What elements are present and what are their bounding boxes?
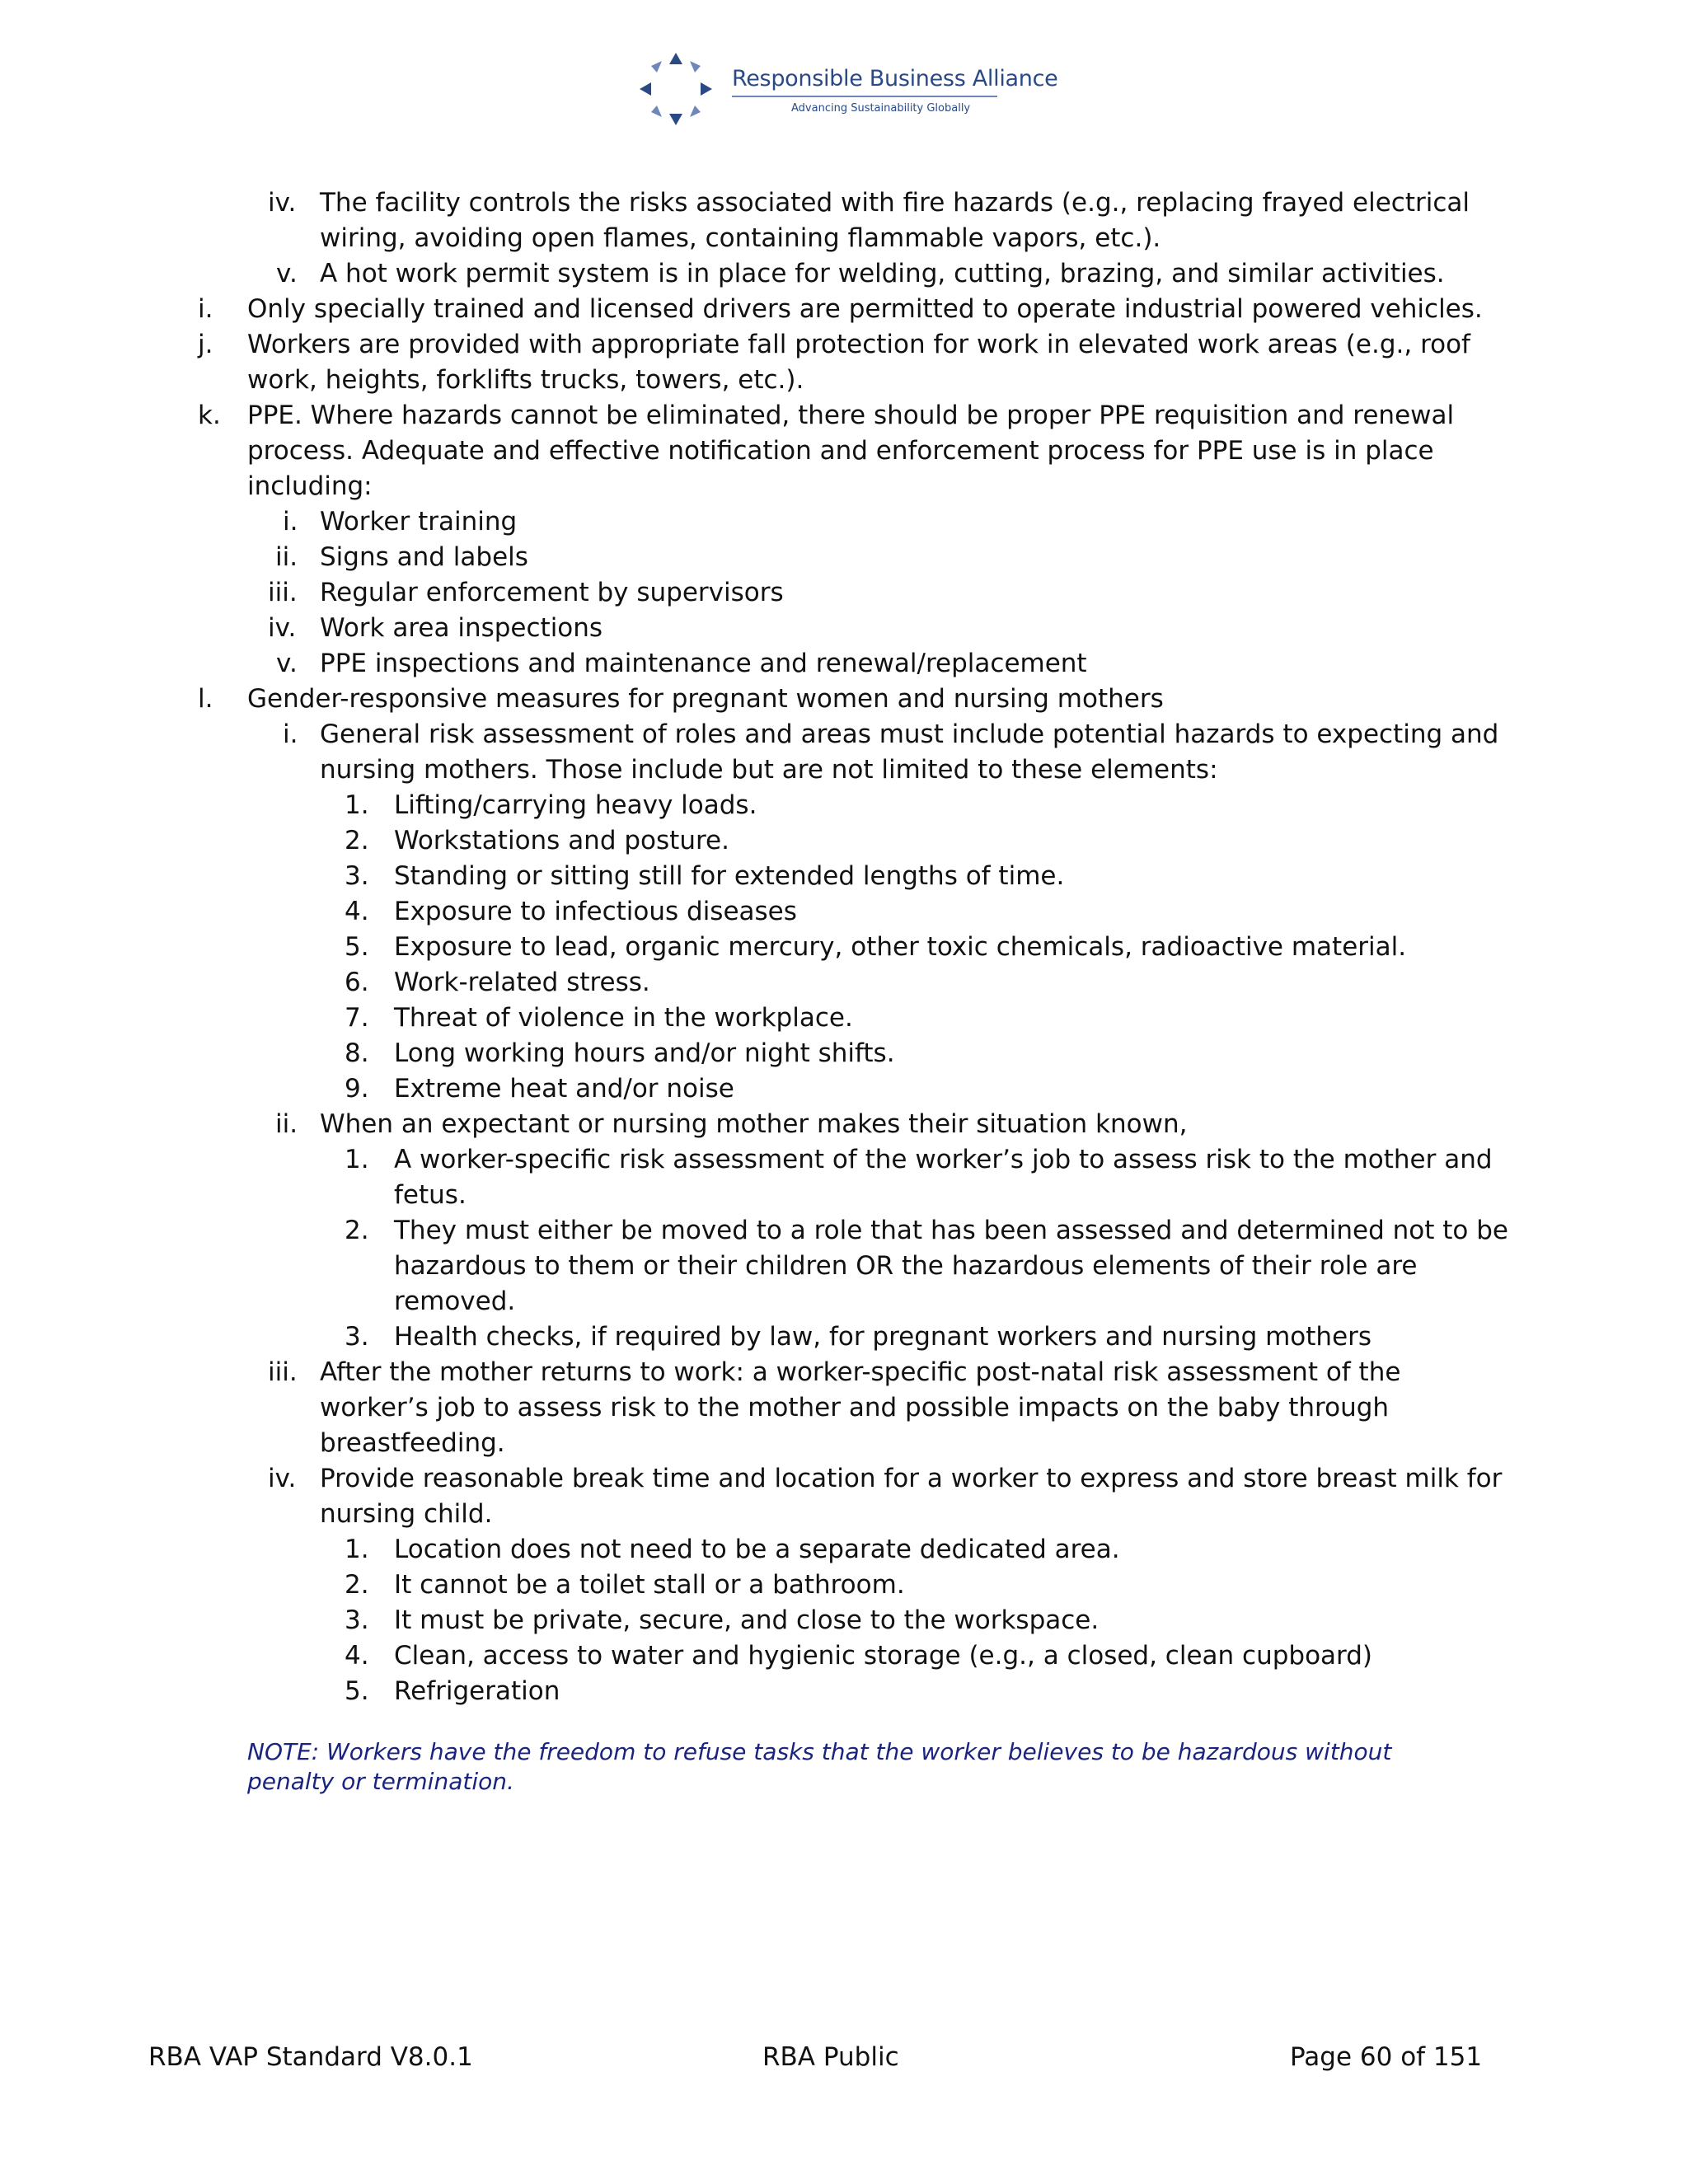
list-item-text: Provide reasonable break time and location for a worker to express and store breast milk for	[320, 1464, 1503, 1493]
list-item-text: A hot work permit system is in place for welding, cutting, brazing, and similar activities.	[320, 259, 1445, 288]
list-marker: 4.	[345, 897, 369, 926]
list-item-text: Location does not need to be a separate dedicated area.	[394, 1535, 1120, 1564]
list-marker: 4.	[345, 1641, 369, 1671]
list-item-text: PPE. Where hazards cannot be eliminated, there should be proper PPE requisition and renewal	[247, 401, 1455, 430]
list-item-text: process. Adequate and effective notification and enforcement process for PPE use is in place	[247, 436, 1434, 466]
list-item-text: including:	[247, 471, 373, 501]
list-item-text: After the mother returns to work: a worker-specific post-natal risk assessment of the	[320, 1357, 1401, 1387]
footer-document-id: RBA VAP Standard V8.0.1	[148, 2042, 473, 2072]
list-marker: 3.	[345, 1322, 369, 1352]
list-item-text: Exposure to infectious diseases	[394, 897, 797, 926]
list-item-text: It cannot be a toilet stall or a bathroom.	[394, 1570, 905, 1600]
list-marker: iv.	[268, 1464, 297, 1493]
list-item-text: Workstations and posture.	[394, 826, 729, 855]
list-item-text: Threat of violence in the workplace.	[394, 1003, 853, 1033]
list-marker: iv.	[268, 613, 297, 643]
list-item-text: Worker training	[320, 507, 518, 537]
list-marker: v.	[276, 259, 298, 288]
footer-page-number: Page 60 of 151	[1290, 2042, 1483, 2072]
list-marker: k.	[198, 401, 221, 430]
list-marker: 7.	[345, 1003, 369, 1033]
list-item-text: hazardous to them or their children OR the hazardous elements of their role are	[394, 1251, 1418, 1281]
list-marker: ii.	[275, 1109, 298, 1139]
list-item-text: Clean, access to water and hygienic storage (e.g., a closed, clean cupboard)	[394, 1641, 1373, 1671]
list-marker: i.	[283, 507, 298, 537]
list-item-text: Workers are provided with appropriate fall protection for work in elevated work areas (e.g., roof	[247, 330, 1470, 359]
rba-compass-icon	[635, 48, 717, 130]
list-marker: 8.	[345, 1038, 369, 1068]
list-marker: 6.	[345, 968, 369, 997]
list-marker: 3.	[345, 861, 369, 891]
list-item-text: Long working hours and/or night shifts.	[394, 1038, 895, 1068]
logo-divider	[732, 96, 997, 97]
list-item-text: Signs and labels	[320, 542, 528, 572]
logo-title: Responsible Business Alliance	[732, 66, 1058, 91]
list-marker: iii.	[268, 1357, 298, 1387]
list-marker: 2.	[345, 826, 369, 855]
list-marker: v.	[276, 649, 298, 678]
list-item-text: fetus.	[394, 1180, 467, 1210]
list-marker: 2.	[345, 1570, 369, 1600]
list-item-text: General risk assessment of roles and areas must include potential hazards to expecting and	[320, 719, 1499, 749]
list-marker: 2.	[345, 1216, 369, 1245]
list-item-text: nursing child.	[320, 1499, 493, 1529]
list-item-text: wiring, avoiding open flames, containing flammable vapors, etc.).	[320, 223, 1161, 253]
note-text: NOTE: Workers have the freedom to refuse tasks that the worker believes to be hazardous without penalty or termination.	[247, 1738, 1392, 1795]
footer-classification: RBA Public	[762, 2042, 899, 2072]
list-item-text: Only specially trained and licensed drivers are permitted to operate industrial powered vehicles.	[247, 294, 1483, 324]
list-item-text: removed.	[394, 1286, 516, 1316]
list-marker: 5.	[345, 1676, 369, 1706]
list-item-text: breastfeeding.	[320, 1428, 505, 1458]
list-item-text: worker’s job to assess risk to the mother and possible impacts on the baby through	[320, 1393, 1390, 1422]
list-item-text: Exposure to lead, organic mercury, other toxic chemicals, radioactive material.	[394, 932, 1407, 962]
list-marker: 1.	[345, 1145, 369, 1174]
list-marker: iv.	[268, 188, 297, 218]
list-marker: l.	[198, 684, 213, 714]
list-item-text: work, heights, forklifts trucks, towers, etc.).	[247, 365, 804, 395]
list-marker: 3.	[345, 1605, 369, 1635]
list-marker: iii.	[268, 578, 298, 607]
list-marker: 9.	[345, 1074, 369, 1104]
list-item-text: PPE inspections and maintenance and renewal/replacement	[320, 649, 1087, 678]
list-marker: ii.	[275, 542, 298, 572]
logo-tagline: Advancing Sustainability Globally	[791, 102, 971, 115]
list-marker: 1.	[345, 790, 369, 820]
list-marker: 5.	[345, 932, 369, 962]
list-item-text: Standing or sitting still for extended lengths of time.	[394, 861, 1065, 891]
list-item-text: It must be private, secure, and close to the workspace.	[394, 1605, 1100, 1635]
list-item-text: They must either be moved to a role that has been assessed and determined not to be	[394, 1216, 1508, 1245]
rba-logo	[635, 48, 1058, 130]
list-item-text: Refrigeration	[394, 1676, 560, 1706]
list-item-text: nursing mothers. Those include but are not limited to these elements:	[320, 755, 1218, 785]
list-item-text: A worker-specific risk assessment of the worker’s job to assess risk to the mother and	[394, 1145, 1493, 1174]
list-marker: 1.	[345, 1535, 369, 1564]
list-marker: i.	[283, 719, 298, 749]
list-item-text: Lifting/carrying heavy loads.	[394, 790, 757, 820]
list-marker: i.	[198, 294, 213, 324]
list-item-text: Work-related stress.	[394, 968, 650, 997]
list-item-text: Work area inspections	[320, 613, 603, 643]
list-item-text: Extreme heat and/or noise	[394, 1074, 734, 1104]
list-item-text: Regular enforcement by supervisors	[320, 578, 784, 607]
list-marker: j.	[198, 330, 213, 359]
list-item-text: Health checks, if required by law, for pregnant workers and nursing mothers	[394, 1322, 1372, 1352]
list-item-text: When an expectant or nursing mother makes their situation known,	[320, 1109, 1188, 1139]
list-item-text: The facility controls the risks associated with fire hazards (e.g., replacing frayed electrical	[320, 188, 1470, 218]
list-item-text: Gender-responsive measures for pregnant women and nursing mothers	[247, 684, 1164, 714]
